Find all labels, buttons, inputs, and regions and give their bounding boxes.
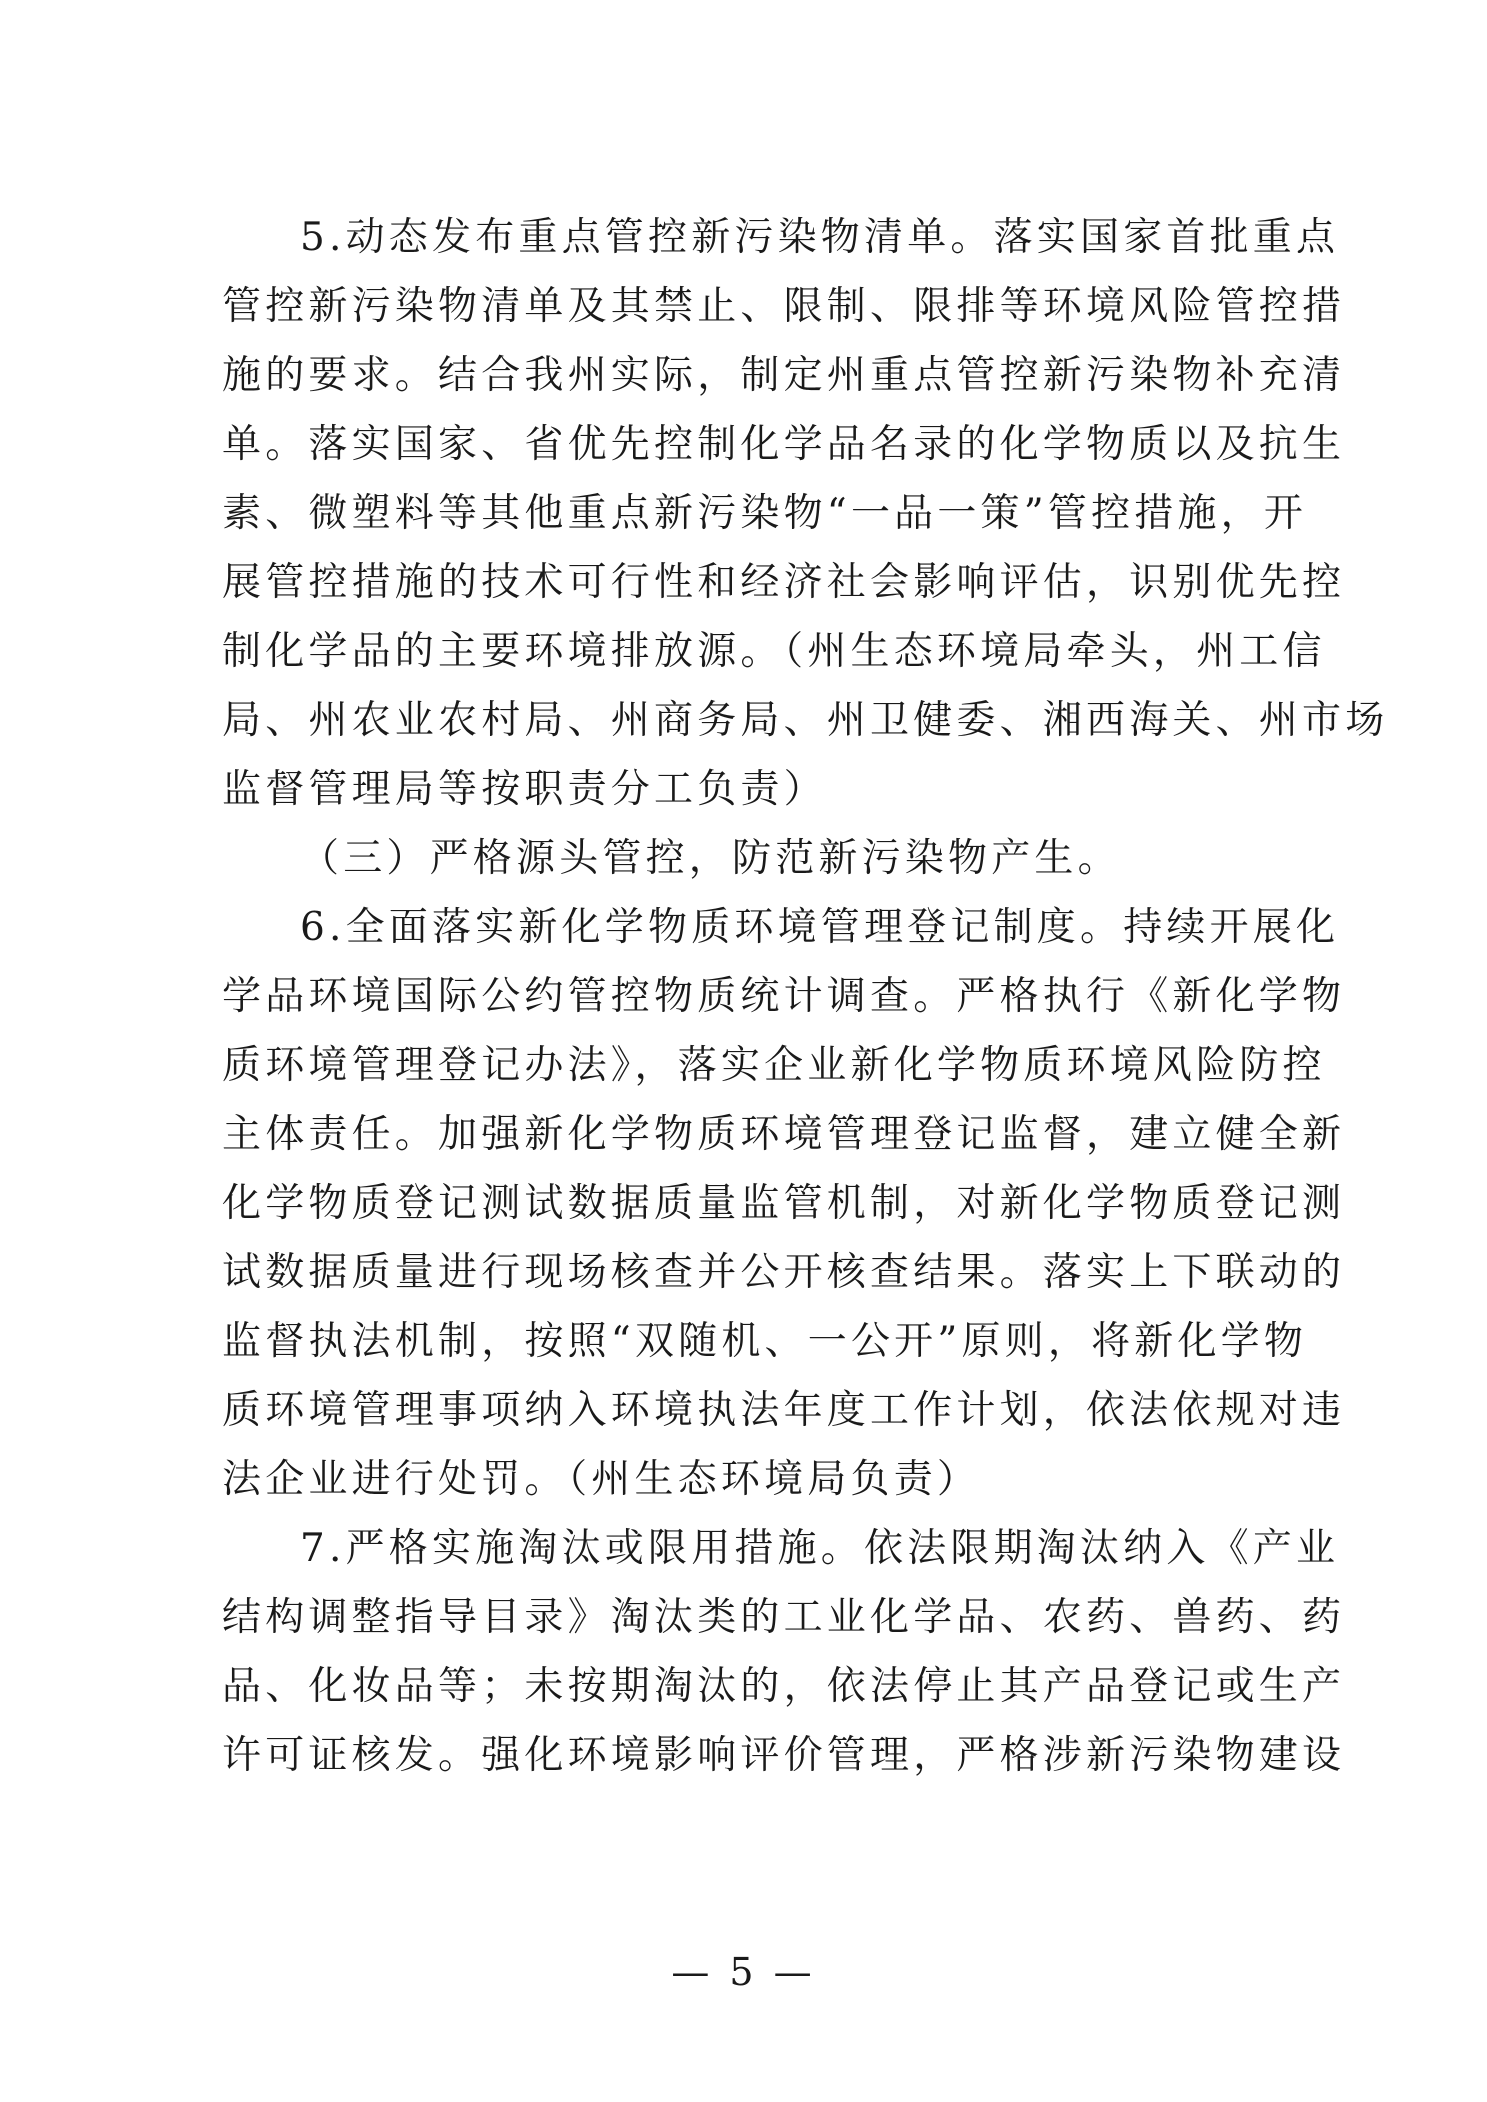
paragraph-5-line-4: 单。落实国家、省优先控制化学品名录的化学物质以及抗生 xyxy=(222,422,1346,467)
paragraph-5-line-9: 监督管理局等按职责分工负责） xyxy=(222,767,827,812)
paragraph-5-line-3: 施的要求。结合我州实际，制定州重点管控新污染物补充清 xyxy=(222,353,1346,398)
paragraph-6-line-5: 化学物质登记测试数据质量监管机制，对新化学物质登记测 xyxy=(222,1181,1346,1226)
paragraph-5-line-5: 素、微塑料等其他重点新污染物“一品一策”管控措施，开 xyxy=(222,491,1308,536)
paragraph-6-line-4: 主体责任。加强新化学物质环境管理登记监督，建立健全新 xyxy=(222,1112,1346,1157)
paragraph-6-line-3: 质环境管理登记办法》，落实企业新化学物质环境风险防控 xyxy=(222,1043,1326,1088)
paragraph-6-line-8: 质环境管理事项纳入环境执法年度工作计划，依法依规对违 xyxy=(222,1388,1346,1433)
paragraph-6-line-2: 学品环境国际公约管控物质统计调查。严格执行《新化学物 xyxy=(222,974,1346,1019)
paragraph-7-line-4: 许可证核发。强化环境影响评价管理，严格涉新污染物建设 xyxy=(222,1733,1346,1778)
paragraph-5-line-8: 局、州农业农村局、州商务局、州卫健委、湘西海关、州市场 xyxy=(222,698,1389,743)
paragraph-7-line-3: 品、化妆品等；未按期淘汰的，依法停止其产品登记或生产 xyxy=(222,1664,1346,1709)
paragraph-5-line-1: 5.动态发布重点管控新污染物清单。落实国家首批重点 xyxy=(300,215,1340,260)
section-heading-3: （三）严格源头管控，防范新污染物产生。 xyxy=(300,836,1121,881)
paragraph-7-line-1: 7.严格实施淘汰或限用措施。依法限期淘汰纳入《产业 xyxy=(300,1526,1340,1571)
paragraph-6-line-9: 法企业进行处罚。（州生态环境局负责） xyxy=(222,1457,981,1502)
paragraph-7-line-2: 结构调整指导目录》淘汰类的工业化学品、农药、兽药、药 xyxy=(222,1595,1346,1640)
paragraph-5-line-2: 管控新污染物清单及其禁止、限制、限排等环境风险管控措 xyxy=(222,284,1346,329)
paragraph-6-line-7: 监督执法机制，按照“双随机、一公开”原则，将新化学物 xyxy=(222,1319,1308,1364)
paragraph-5-line-7: 制化学品的主要环境排放源。（州生态环境局牵头，州工信 xyxy=(222,629,1326,674)
page-number: — 5 — xyxy=(671,1950,816,1994)
paragraph-6-line-6: 试数据质量进行现场核查并公开核查结果。落实上下联动的 xyxy=(222,1250,1346,1295)
paragraph-5-line-6: 展管控措施的技术可行性和经济社会影响评估，识别优先控 xyxy=(222,560,1346,605)
paragraph-6-line-1: 6.全面落实新化学物质环境管理登记制度。持续开展化 xyxy=(300,905,1340,950)
